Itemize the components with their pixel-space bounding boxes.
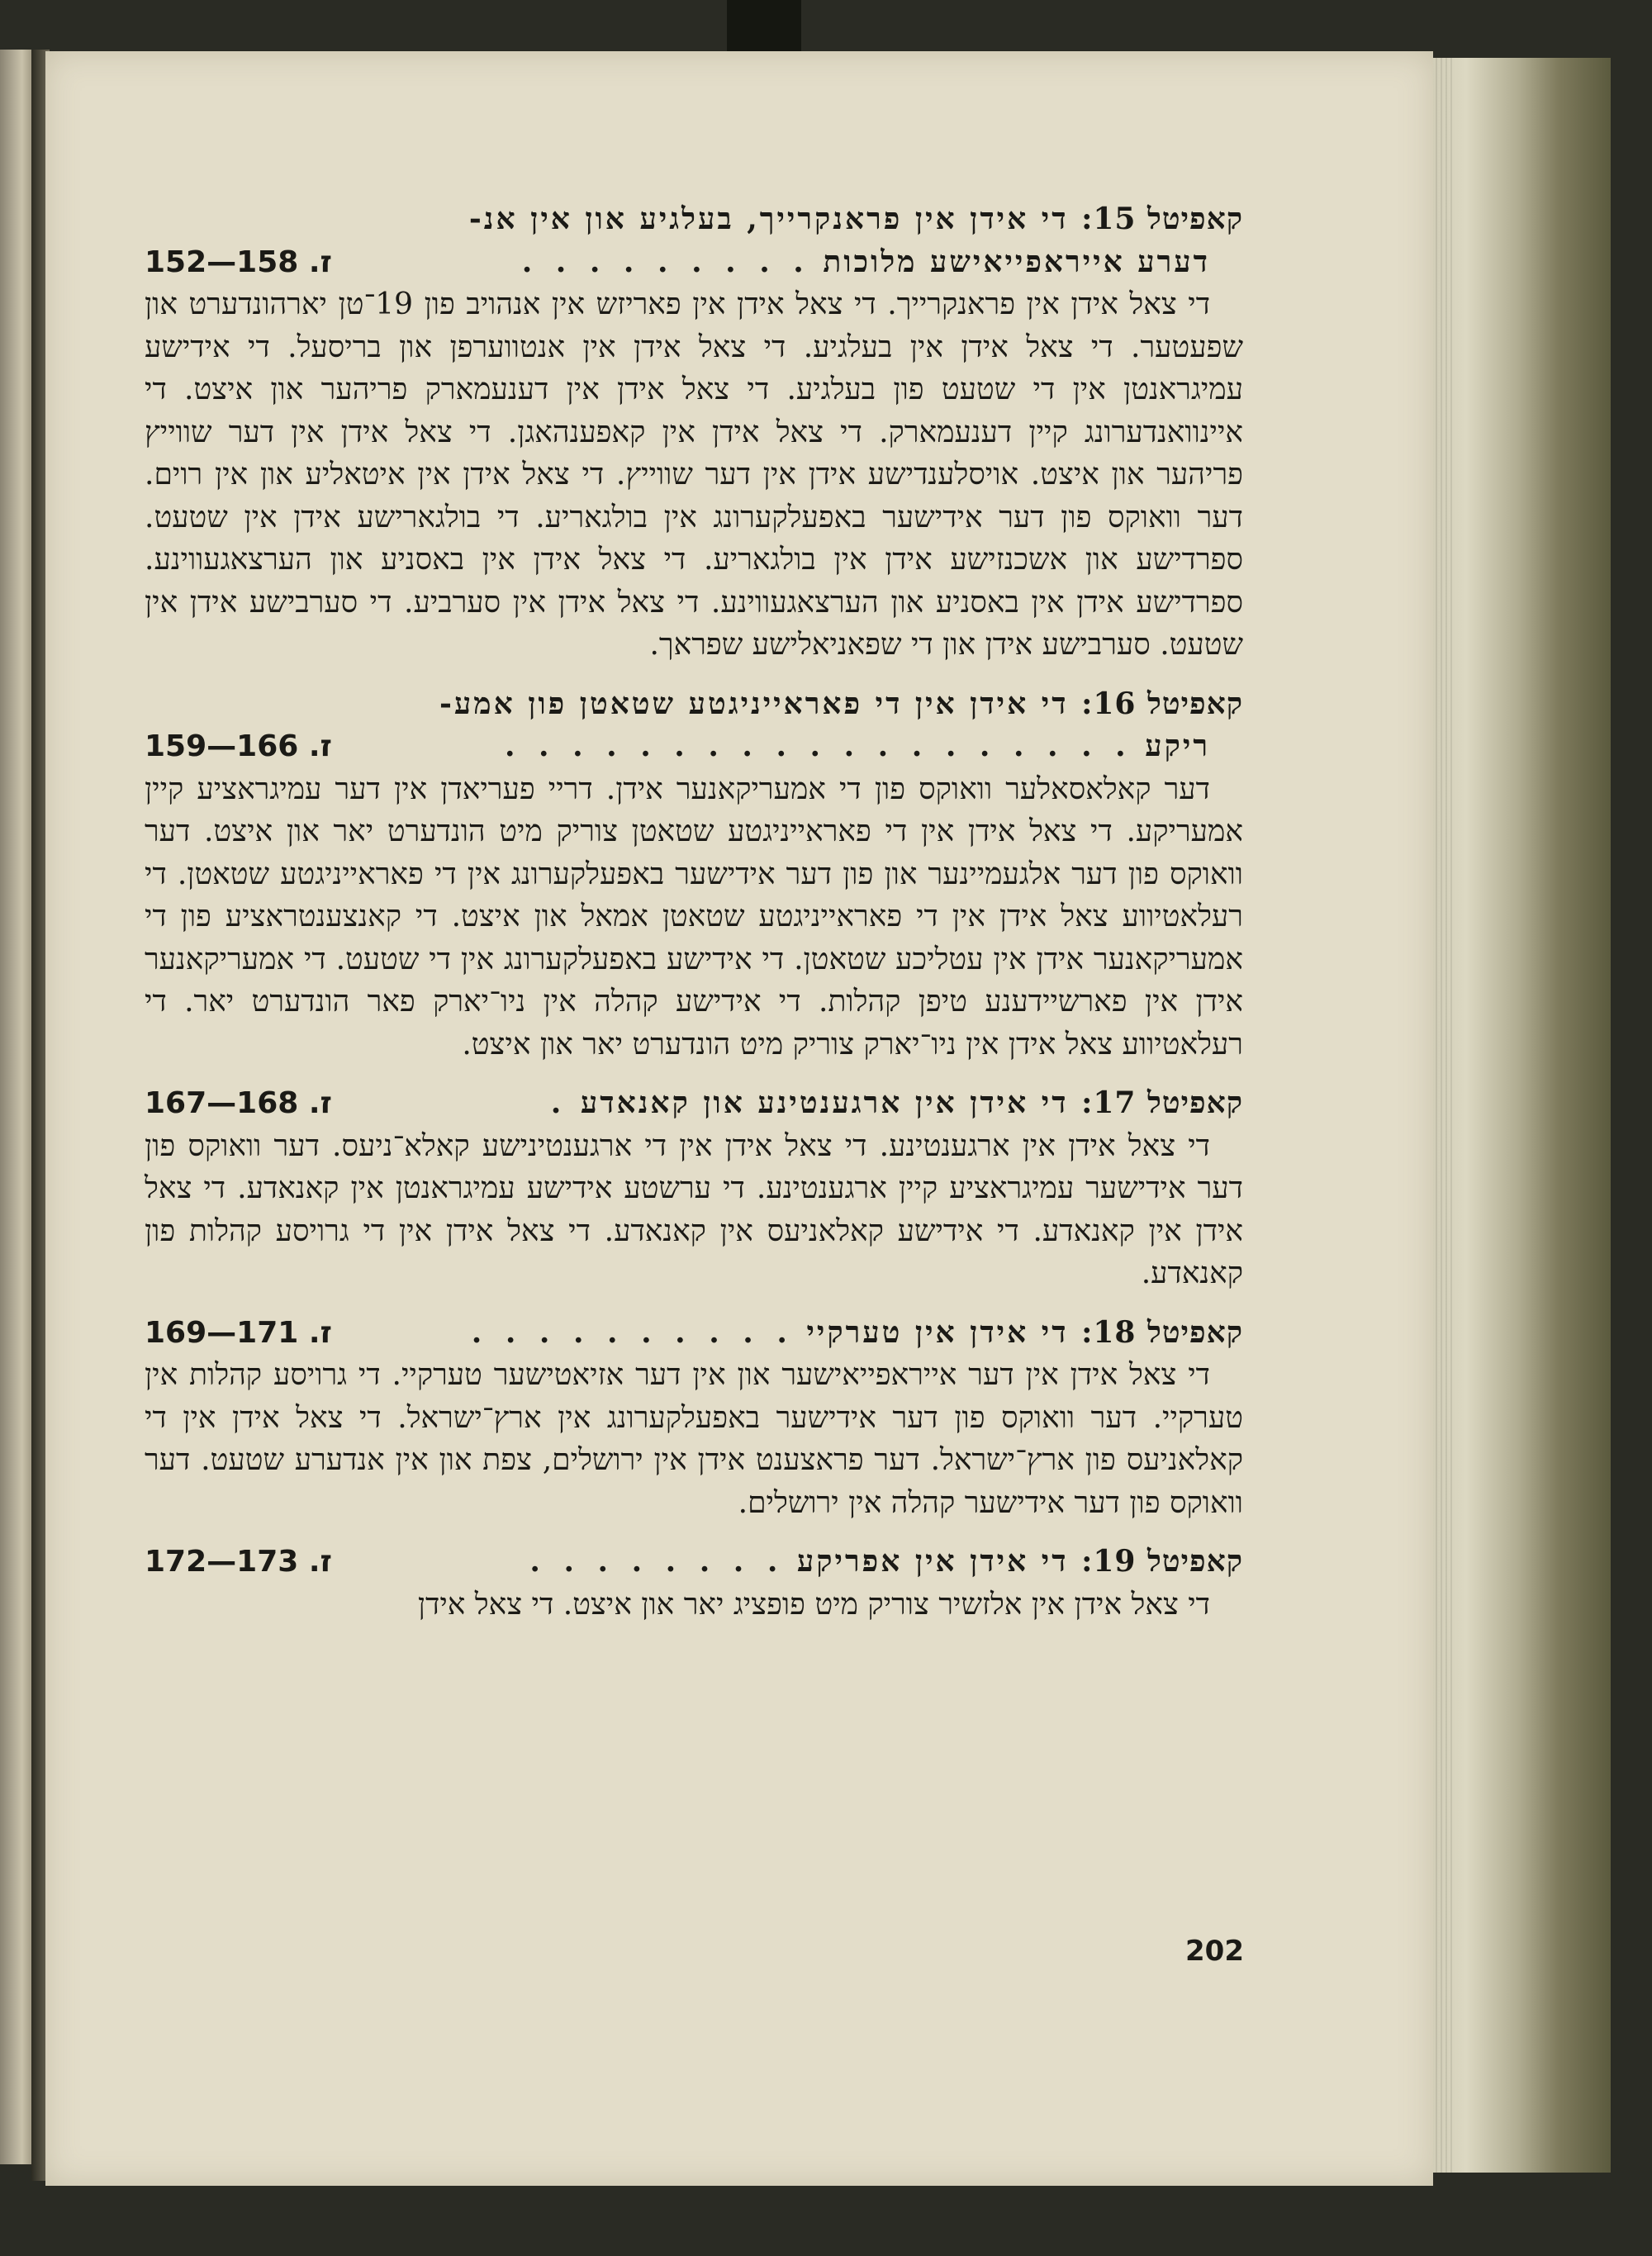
page-range: 167—168 .ז: [145, 1086, 332, 1120]
leader-dots: .: [550, 1085, 568, 1120]
chapter-title: די אידן אין פראנקרייך, בעלגיע און אין אנ-: [468, 202, 1069, 236]
chapter-label: קאפיטל 16:: [1081, 686, 1243, 721]
page-range: 152—158 .ז: [145, 245, 332, 279]
chapter-heading: [145, 1312, 1243, 1355]
chapter-summary: די צאל אידן אין אלזשיר צוריק מיט פופציג יאר און איצט. די צאל אידן: [417, 1587, 1210, 1622]
chapter-heading-continuation: [145, 241, 1243, 284]
chapter-entry: [145, 1082, 1243, 1295]
page-range: 172—173 .ז: [145, 1545, 332, 1579]
chapter-entry: [145, 1312, 1243, 1525]
book-spine-top: [727, 0, 801, 58]
chapter-summary: די צאל אידן אין דער אייראפייאישער און אין דער אזיאטישער טערקיי. די גרויסע קהלות אין טערקיי. דער וואוקס פון דער אידישער באפעלקערונג אין ארץ־ישראל. די צאל אידן אין די קאלאניעס פון ארץ־ישראל. דער פראצענט אידן אין ירושלים, צפת און אין אנדערע שטעט. דער וואוקס פון דער אידישער קהלה אין ירושלים.: [145, 1358, 1243, 1520]
leader-dots: . . . . . . . . . . . . . . . . . . .: [504, 729, 1132, 763]
chapter-entry: [145, 198, 1243, 667]
chapter-heading: [145, 683, 1243, 726]
chapter-label: קאפיטל 19:: [1081, 1544, 1243, 1579]
chapter-heading: [145, 1541, 1243, 1584]
chapter-label: קאפיטל 17:: [1081, 1085, 1243, 1120]
chapter-title: די אידן אין אפריקע: [796, 1544, 1069, 1579]
chapter-label: קאפיטל 18:: [1081, 1314, 1243, 1350]
chapter-summary: די צאל אידן אין פראנקרייך. די צאל אידן אין פאריזש אין אנהויב פון 19־טן יארהונדערט און שפעטער. די צאל אידן אין בעלגיע. די צאל אידן אין אנטווערפן און בריסעל. די אידישע עמיגראנטן אין די שטעט פון בעלגיע. די צאל אידן אין דענעמארק פריהער און איצט. די איינוואנדערונג קיין דענעמארק. די צאל אידן אין קאפענהאגן. די צאל אידן אין דער שווייץ פריהער און איצט. אויסלענדישע אידן אין דער שווייץ. די צאל אידן אין איטאליע און אין רוים. דער וואוקס פון דער אידישער באפעלקערונג אין בולגאריע. די בולגארישע אידן אין שטעט. ספרדישע און אשכנזישע אידן אין בולגאריע. די צאל אידן אין באסניע און הערצאגעווינע. ספרדישע אידן אין באסניע און הערצאגעווינע. די צאל אידן אין סערביע. די סערבישע אידן אין שטעט. סערבישע אידן און די שפאניאלישע שפראך.: [145, 287, 1243, 662]
chapter-summary: די צאל אידן אין ארגענטינע. די צאל אידן אין די ארגענטינישע קאלא־ניעס. דער וואוקס פון דער אידישער עמיגראציע קיין ארגענטינע. די ערשטע אידישע עמיגראנטן אין קאנאדע. די צאל אידן אין קאנאדע. די אידישע קאלאניעס אין קאנאדע. די צאל אידן אין די גרויסע קהלות פון קאנאדע.: [145, 1128, 1243, 1290]
left-page-edge: [0, 50, 31, 2164]
chapter-title: די אידן אין די פאראייניגטע שטאטן פון אמע-: [439, 686, 1069, 721]
book-page: [45, 51, 1433, 2186]
leader-dots: . . . . . . . .: [529, 1544, 785, 1579]
page-range: 169—171 .ז: [145, 1315, 332, 1350]
leader-dots: . . . . . . . . .: [521, 244, 810, 279]
chapter-entry: [145, 1541, 1243, 1626]
chapter-summary: דער קאלאסאלער וואוקס פון די אמעריקאנער אידן. דריי פעריאדן אין דער עמיגראציע קיין אמעריקע. די צאל אידן אין די פאראייניגטע שטאטן צוריק מיט הונדערט יאר און איצט. דער וואוקס פון דער אלגעמיינער און פון דער אידישער באפעלקערונג אין די פאראייניגטע שטאטן. די רעלאטיווע צאל אידן אין די פאראייניגטע שטאטן אמאל און איצט. די קאנצענטראציע פון די אמעריקאנער אידן אין עטליכע שטאטן. די אידישע באפעלקערונג אין די שטעט. די אמעריקאנער אידן אין פארשיידענע טיפן קהלות. די אידישע קהלה אין ניו־יארק פאר הונדערט יאר. די רעלאטיווע צאל אידן אין ניו־יארק צוריק מיט הונדערט יאר און איצט.: [145, 772, 1243, 1062]
chapter-entry: [145, 683, 1243, 1066]
chapter-title-continuation: דערע אייראפייאישע מלוכות . . . . . . . . .: [521, 244, 1210, 279]
chapter-title-continuation: ריקע . . . . . . . . . . . . . . . . . . .: [504, 729, 1210, 763]
chapter-label: קאפיטל 15:: [1081, 202, 1243, 236]
chapter-title: די אידן אין ארגענטינע און קאנאדע: [580, 1085, 1069, 1120]
leader-dots: . . . . . . . . . .: [471, 1314, 794, 1350]
chapter-heading: [145, 198, 1243, 241]
chapter-heading: [145, 1082, 1243, 1125]
chapter-heading-continuation: [145, 725, 1243, 768]
chapter-title: די אידן אין טערקיי: [806, 1314, 1069, 1350]
table-of-contents: [145, 198, 1243, 1626]
page-number: 202: [1185, 1935, 1244, 1968]
page-range: 159—166 .ז: [145, 729, 332, 763]
